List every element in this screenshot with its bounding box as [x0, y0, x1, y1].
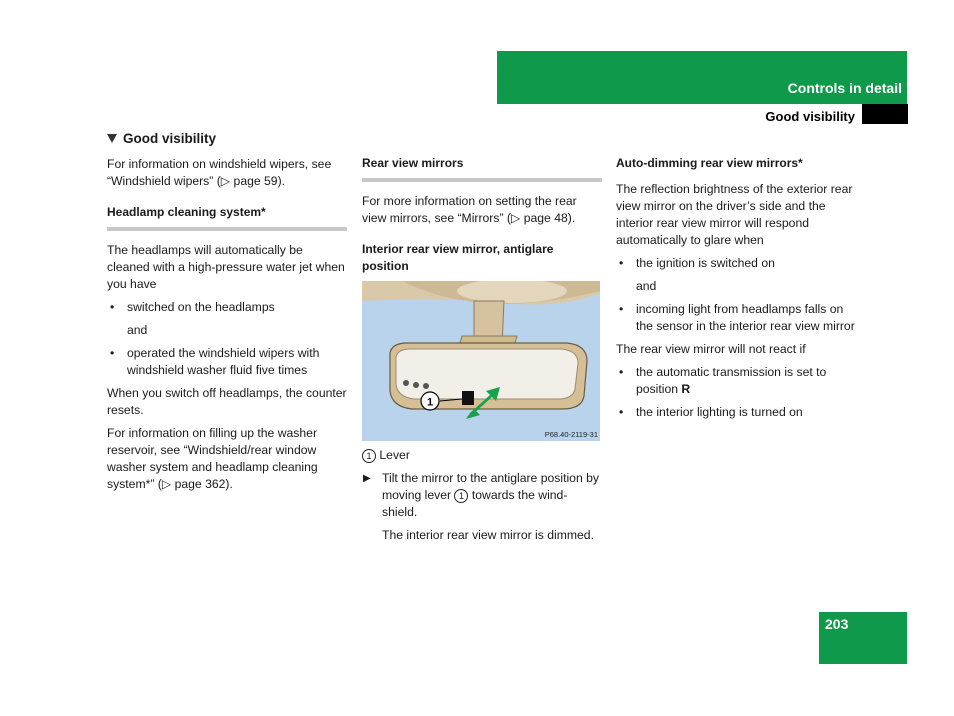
no-react-list — [616, 364, 856, 421]
mirror-illustration — [362, 281, 600, 441]
list-item: • the automatic transmission is set to position R — [619, 365, 827, 396]
list-item: • the ignition is switched on — [619, 256, 775, 270]
no-react-text: The rear view mirror will not react if — [616, 342, 806, 356]
and-text: and — [127, 323, 148, 337]
and-text: and — [636, 279, 657, 293]
play-arrow-icon: ▶ — [363, 473, 371, 484]
section-title: Good visibility — [107, 130, 347, 147]
list-item: • operated the windshield wipers with windshield washer fluid five times — [110, 346, 320, 377]
callout-1-icon: 1 — [454, 489, 468, 503]
counter-reset-text: When you switch off headlamps, the counter resets. — [107, 386, 347, 417]
dimming-conditions-list-2 — [616, 301, 856, 335]
washer-reference: For information on filling up the washer reservoir, see “Windshield/rear window washer system and headlamp cleaning system*” (▷ page 362). — [107, 426, 318, 491]
headlamp-conditions-list — [107, 299, 347, 316]
column-middle — [362, 155, 602, 550]
auto-dimming-heading: Auto-dimming rear view mirrors* — [616, 156, 803, 170]
list-item: • incoming light from headlamps falls on the sensor in the interior rear view mirror — [619, 302, 855, 333]
headlamp-conditions-list-2 — [107, 345, 347, 379]
interior-mirror-heading: Interior rear view mirror, antiglare position — [362, 242, 554, 273]
header-black-tab — [862, 104, 908, 124]
column-left — [107, 130, 347, 499]
dimming-conditions-list — [616, 255, 856, 272]
mirrors-reference: For more information on setting the rear view mirrors, see “Mirrors” (▷ page 48). — [362, 194, 577, 225]
list-item: • switched on the headlamps — [110, 300, 275, 314]
figure-code: P68.40-2119-31 — [544, 430, 598, 439]
column-right — [616, 155, 856, 427]
page-number: 203 — [825, 616, 849, 632]
triangle-down-icon — [107, 134, 117, 143]
legend-lever: 1 Lever — [362, 447, 602, 464]
callout-number: 1 — [426, 396, 434, 409]
instruction-step: ▶ Tilt the mirror to the antiglare position by moving lever 1 towards the wind-shield. — [363, 471, 599, 519]
list-item: • the interior lighting is turned on — [619, 405, 803, 419]
header-title: Controls in detail — [787, 80, 902, 96]
auto-dimming-text: The reflection brightness of the exterior rear view mirror on the driver’s side and the interior rear view mirror will respond automatically to glare when — [616, 182, 853, 247]
header-subtitle: Good visibility — [765, 109, 855, 124]
rear-view-mirrors-heading: Rear view mirrors — [362, 155, 602, 182]
result-text: The interior rear view mirror is dimmed. — [382, 528, 594, 542]
wipers-reference: For information on windshield wipers, see “Windshield wipers” (▷ page 59). — [107, 157, 332, 188]
headlamp-cleaning-text: The headlamps will automatically be cleaned with a high-pressure water jet when you have — [107, 243, 345, 291]
headlamp-cleaning-heading: Headlamp cleaning system* — [107, 204, 347, 231]
callout-1-icon: 1 — [362, 449, 376, 463]
